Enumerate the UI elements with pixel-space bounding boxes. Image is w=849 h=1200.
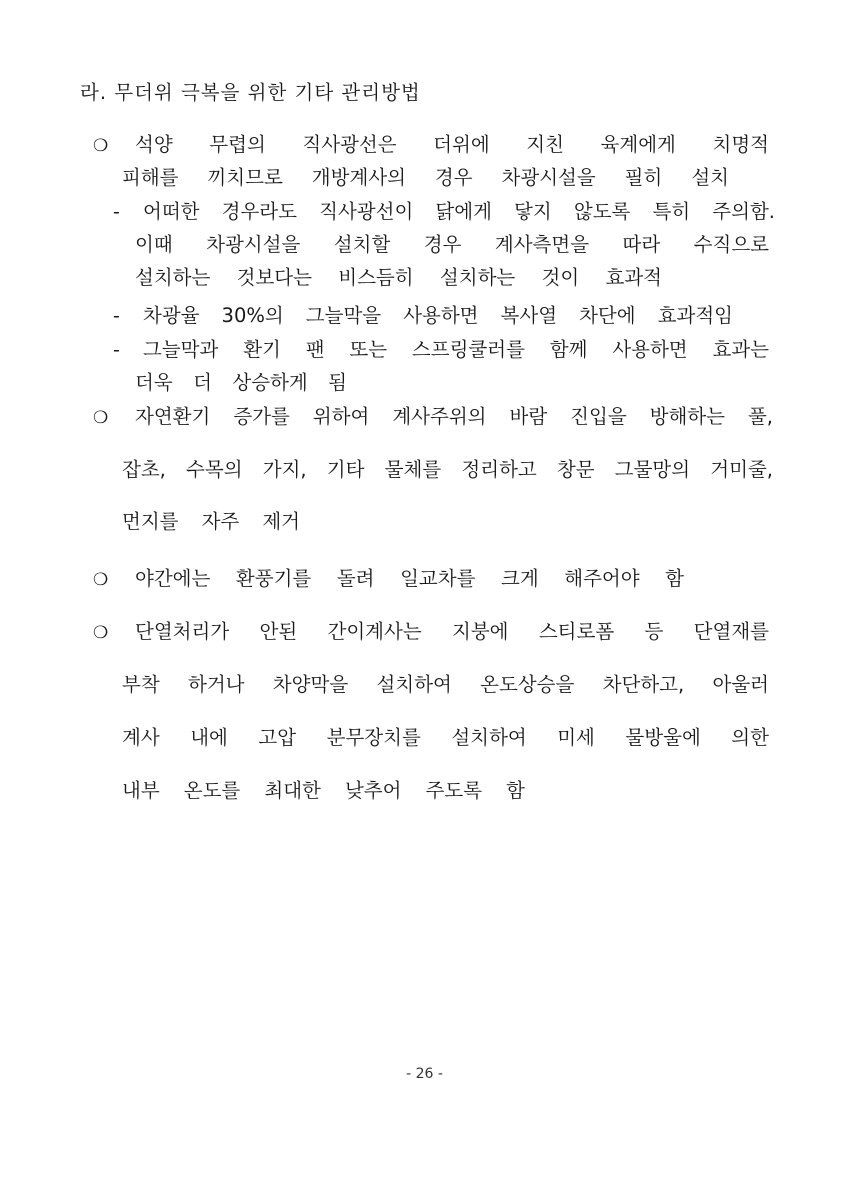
sub-1-line-2: 이때 차광시설을 설치할 경우 계사측면을 따라 수직으로 — [135, 233, 769, 256]
section-heading: 라. 무더위 극복을 위한 기타 관리방법 — [80, 81, 421, 104]
sub-1-line-1: 어떠한 경우라도 직사광선이 닭에게 닿지 않도록 특히 주의함. — [143, 200, 775, 223]
bullet-1-line-1: 석양 무렵의 직사광선은 더위에 지친 육계에게 치명적 — [135, 133, 769, 156]
page-number: - 26 - — [406, 1066, 443, 1082]
dash-marker: - — [113, 339, 120, 361]
sub-1-line-3: 설치하는 것보다는 비스듬히 설치하는 것이 효과적 — [135, 266, 662, 289]
bullet-icon: ❍ — [93, 570, 109, 590]
dash-marker: - — [113, 201, 120, 223]
bullet-icon: ❍ — [93, 623, 109, 643]
bullet-3-line-1: 야간에는 환풍기를 돌려 일교차를 크게 해주어야 함 — [135, 567, 684, 590]
bullet-2-line-1: 자연환기 증가를 위하여 계사주위의 바람 진입을 방해하는 풀, — [135, 405, 773, 428]
bullet-4-line-2: 부착 하거나 차양막을 설치하여 온도상승을 차단하고, 아울러 — [122, 673, 769, 696]
sub-3-line-1: 그늘막과 환기 팬 또는 스프링쿨러를 함께 사용하면 효과는 — [143, 338, 769, 361]
bullet-4-line-4: 내부 온도를 최대한 낮추어 주도록 함 — [122, 779, 525, 802]
bullet-1-line-2: 피해를 끼치므로 개방계사의 경우 차광시설을 필히 설치 — [122, 166, 729, 189]
bullet-4-line-1: 단열처리가 안된 간이계사는 지붕에 스티로폼 등 단열재를 — [135, 620, 769, 643]
dash-marker: - — [113, 305, 120, 327]
bullet-4-line-3: 계사 내에 고압 분무장치를 설치하여 미세 물방울에 의한 — [122, 726, 769, 749]
bullet-2-line-3: 먼지를 자주 제거 — [122, 510, 300, 533]
bullet-2-line-2: 잡초, 수목의 가지, 기타 물체를 정리하고 창문 그물망의 거미줄, — [122, 458, 773, 481]
sub-2-line-1: 차광율 30%의 그늘막을 사용하면 복사열 차단에 효과적임 — [143, 304, 733, 327]
bullet-icon: ❍ — [93, 136, 109, 156]
bullet-icon: ❍ — [93, 408, 109, 428]
sub-3-line-2: 더욱 더 상승하게 됨 — [135, 371, 347, 394]
